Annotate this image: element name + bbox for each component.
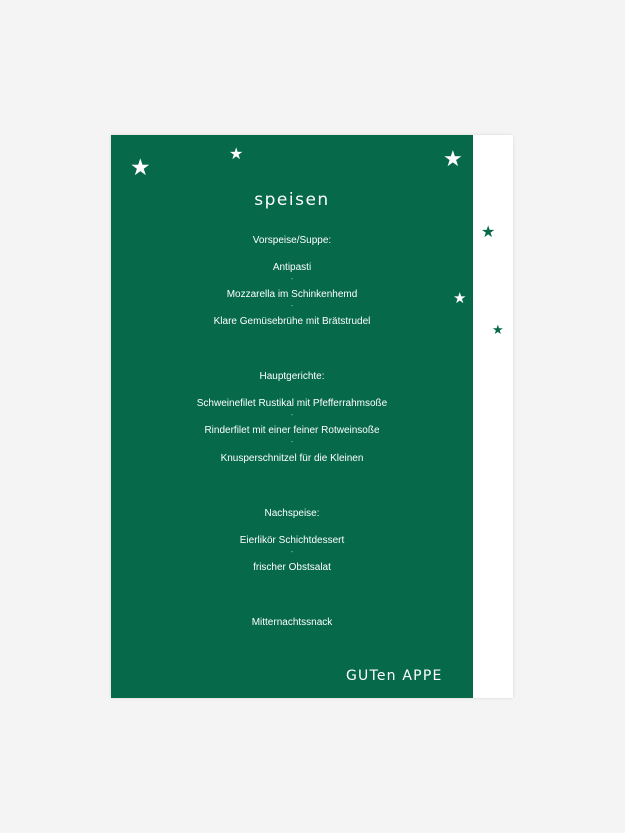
section-heading-main: Hauptgerichte: [259, 371, 325, 382]
star-icon: ★ [443, 147, 463, 172]
star-icon: ★ [492, 323, 504, 338]
footer-text-on-white: TIT [442, 668, 468, 684]
star-icon: ★ [453, 289, 467, 307]
menu-item: Antipasti [272, 262, 312, 273]
menu-card [111, 135, 513, 698]
menu-item: Eierlikör Schichtdessert [239, 535, 345, 546]
star-icon: ★ [130, 155, 151, 181]
footer-text-on-green: GUTen APPE [346, 668, 443, 684]
section-heading-starter: Vorspeise/Suppe: [252, 235, 332, 246]
menu-item: Mozzarella im Schinkenhemd [226, 289, 358, 300]
star-icon: ★ [481, 222, 496, 241]
menu-item: Klare Gemüsebrühe mit Brätstrudel [213, 316, 371, 327]
separator: - [290, 549, 294, 556]
menu-item: Schweinefilet Rustikal mit Pfefferrahmsoße [196, 398, 388, 409]
star-icon: ★ [229, 144, 244, 163]
separator: - [290, 303, 294, 310]
menu-item: Knusperschnitzel für die Kleinen [220, 453, 364, 464]
footer-guten-appetit [346, 668, 467, 684]
separator: - [290, 412, 294, 419]
separator: - [290, 276, 294, 283]
menu-item: Rinderfilet mit einer feiner Rotweinsoße [204, 425, 380, 436]
section-heading-dessert: Nachspeise: [264, 508, 320, 519]
section-heading-midnight: Mitternachtssnack [251, 617, 333, 628]
menu-title: speisen [254, 190, 330, 210]
menu-item: frischer Obstsalat [253, 562, 331, 573]
separator: - [290, 439, 294, 446]
